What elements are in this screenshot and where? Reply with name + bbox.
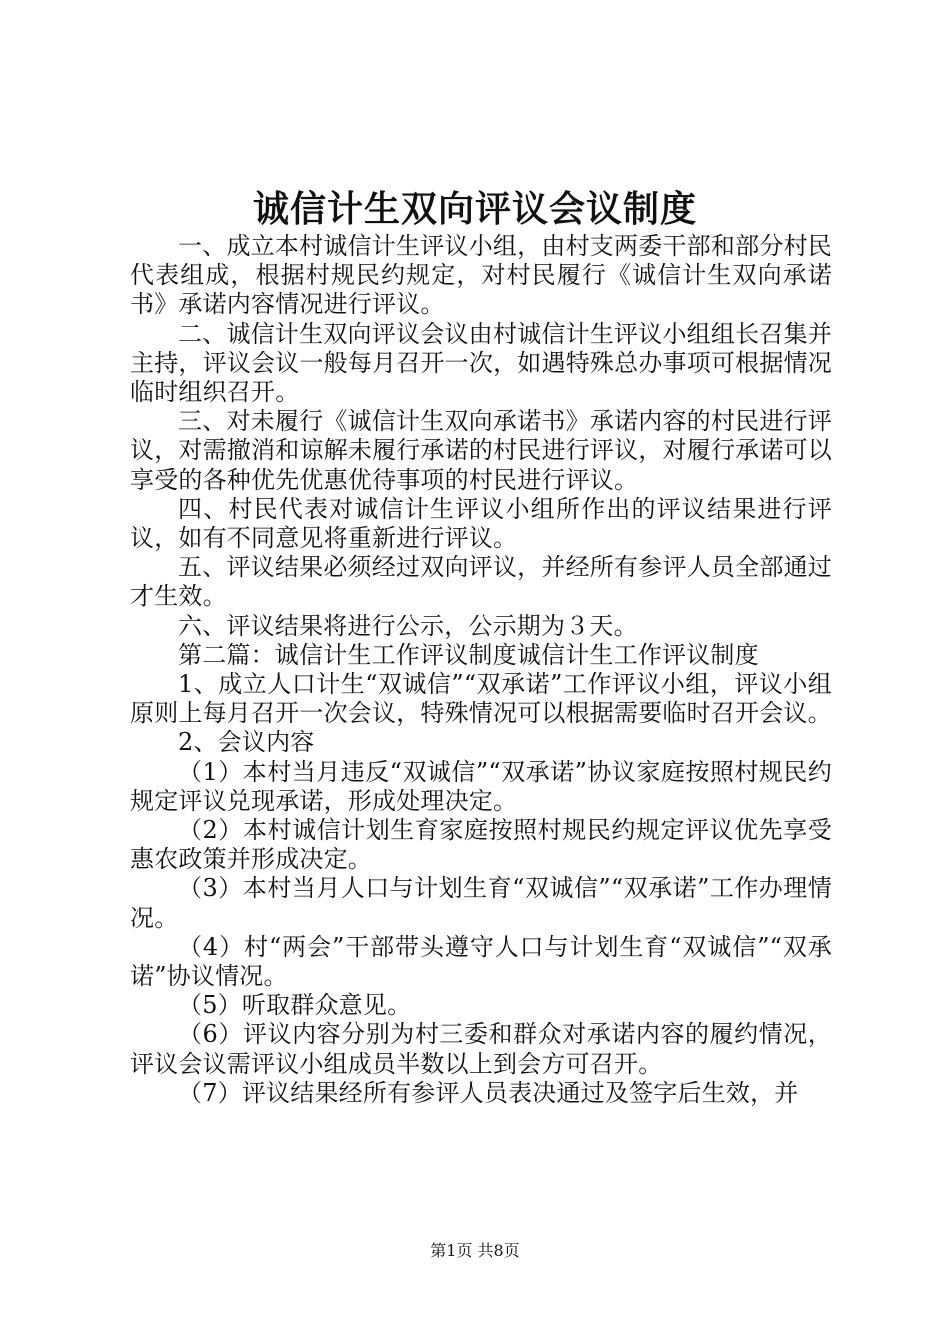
list-item: （3）本村当月人口与计划生育“双诚信”“双承诺”工作办理情况。: [130, 874, 832, 932]
list-item: （4）村“两会”干部带头遵守人口与计划生育“双诚信”“双承诺”协议情况。: [130, 932, 832, 991]
paragraph: 一、成立本村诚信计生评议小组，由村支两委干部和部分村民代表组成，根据村规民约规定，对村民履行《诚信计生双向承诺书》承诺内容情况进行评议。: [130, 232, 832, 319]
list-item: （5）听取群众意见。: [178, 991, 412, 1020]
list-item: （2）本村诚信计划生育家庭按照村规民约规定评议优先享受惠农政策并形成决定。: [130, 816, 832, 874]
paragraph: 五、评议结果必须经过双向评议，并经所有参评人员全部通过才生效。: [130, 553, 832, 611]
list-item: （6）评议内容分别为村三委和群众对承诺内容的履约情况，评议会议需评议小组成员半数以上到会方可召开。: [130, 1020, 832, 1078]
document-body: [130, 232, 832, 1108]
paragraph: 四、村民代表对诚信计生评议小组所作出的评议结果进行评议，如有不同意见将重新进行评议。: [130, 494, 832, 553]
list-item: （1）本村当月违反“双诚信”“双承诺”协议家庭按照村规民约规定评议兑现承诺，形成处理决定。: [130, 757, 832, 815]
paragraph: 三、对未履行《诚信计生双向承诺书》承诺内容的村民进行评议，对需撤消和谅解未履行承诺的村民进行评议，对履行承诺可以享受的各种优先优惠优待事项的村民进行评议。: [130, 407, 832, 494]
section-heading: 第二篇：诚信计生工作评议制度诚信计生工作评议制度: [178, 640, 759, 669]
paragraph: 六、评议结果将进行公示，公示期为３天。: [178, 611, 638, 640]
document-title: 诚信计生双向评议会议制度: [252, 189, 697, 230]
page-footer: 第1页 共8页: [430, 1241, 520, 1260]
list-item: （7）评议结果经所有参评人员表决通过及签字后生效，并: [178, 1078, 799, 1107]
paragraph: 1、成立人口计生“双诚信”“双承诺”工作评议小组，评议小组原则上每月召开一次会议，特殊情况可以根据需要临时召开会议。: [130, 670, 832, 728]
paragraph: 二、诚信计生双向评议会议由村诚信计生评议小组组长召集并主持，评议会议一般每月召开一次，如遇特殊总办事项可根据情况临时组织召开。: [130, 319, 832, 407]
paragraph: 2、会议内容: [178, 728, 315, 757]
